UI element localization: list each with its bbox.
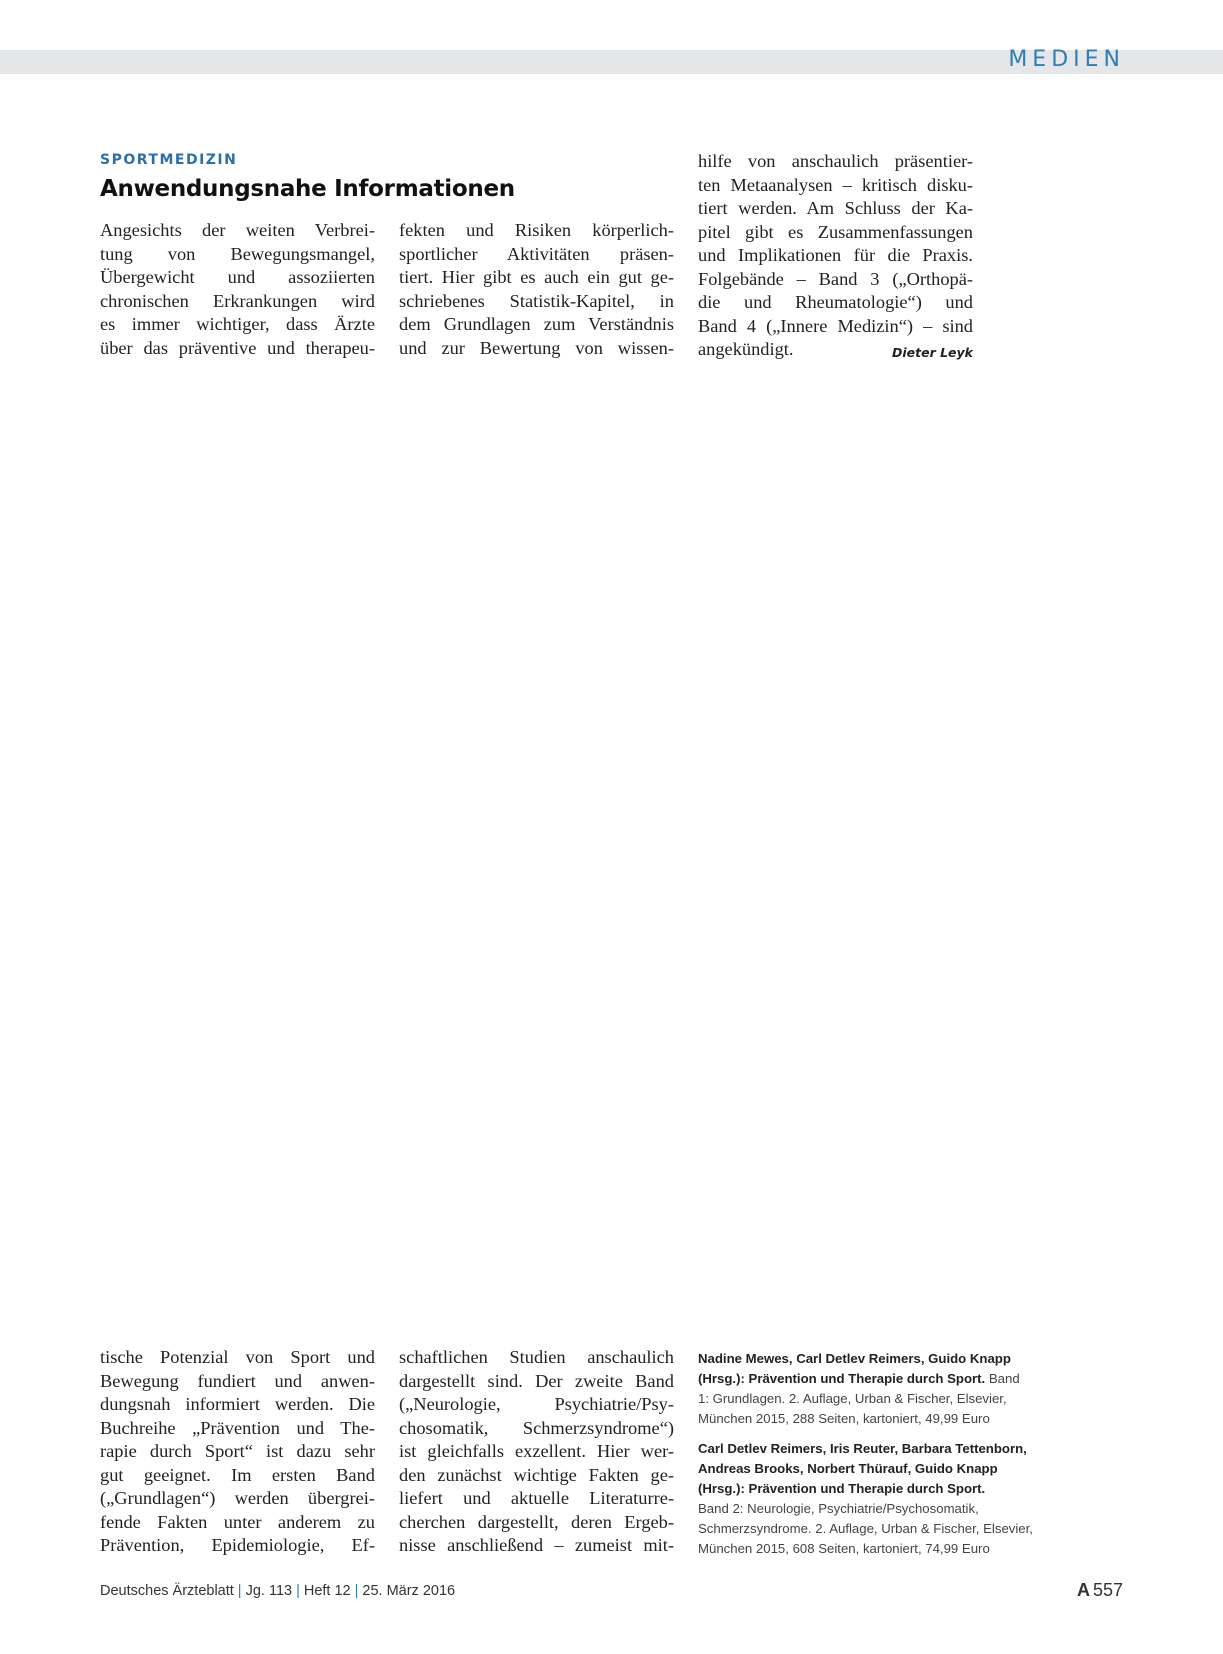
volume: Jg. 113 [245,1583,293,1599]
author-signature: Dieter Leyk [891,345,973,360]
text-line: den zunächst wichtige Fakten ge- [399,1464,674,1485]
reference-details: Band 2: Neurologie, Psychiatrie/Psychosomatik, [698,1501,979,1516]
text-line-end: angekündigt. [698,339,794,359]
text-line: und zur Bewertung von wissen- [399,337,674,358]
text-line: („Neurologie, Psychiatrie/Psy- [399,1394,674,1414]
text-line: chosomatik, Schmerzsyndrome“) [399,1417,674,1438]
page-number-value: 557 [1092,1580,1123,1600]
reference-details: München 2015, 608 Seiten, kartoniert, 74,99 Euro [698,1541,990,1556]
journal-name: Deutsches Ärzteblatt [100,1583,234,1599]
text-column-4 [100,1346,375,1558]
book-references [698,1349,1033,1569]
text-line-last [698,338,973,362]
text-line: Angesichts der weiten Verbrei- [100,220,375,240]
text-line: nisse anschließend – zumeist mit- [399,1535,674,1555]
text-column-2 [399,219,674,360]
text-line: dargestellt sind. Der zweite Band [399,1370,674,1391]
reference-details: 1: Grundlagen. 2. Auflage, Urban & Fischer, Elsevier, [698,1391,1007,1406]
text-line: rapie durch Sport“ ist dazu sehr [100,1441,375,1461]
page-prefix: A [1076,1580,1090,1600]
reference-details: Schmerzsyndrome. 2. Auflage, Urban & Fischer, Elsevier, [698,1521,1033,1536]
page-number [1077,1580,1123,1601]
text-line: die und Rheumatologie“) und [698,292,973,312]
text-line: Übergewicht und assoziierten [100,267,375,287]
text-line: pitel gibt es Zusammenfassungen [698,221,973,242]
text-line: ist gleichfalls exzellent. Hier wer- [399,1441,674,1461]
book-reference-1 [698,1349,1020,1429]
issue-date: 25. März 2016 [362,1583,456,1599]
text-line: („Grundlagen“) werden übergrei- [100,1488,375,1508]
text-line: gut geeignet. Im ersten Band [100,1464,375,1485]
reference-title: (Hrsg.): Prävention und Therapie durch Sport. [698,1481,986,1496]
text-line: schaftlichen Studien anschaulich [399,1347,674,1367]
text-line: tiert werden. Am Schluss der Ka- [698,198,973,218]
text-line: und Implikationen für die Praxis. [698,245,973,265]
book-reference-2 [698,1439,1033,1559]
reference-authors: Carl Detlev Reimers, Iris Reuter, Barbara Tettenborn, [698,1441,1027,1456]
text-line: chronischen Erkrankungen wird [100,290,375,311]
reference-authors: Andreas Brooks, Norbert Thürauf, Guido Knapp [698,1461,998,1476]
text-line: fende Fakten unter anderem zu [100,1511,375,1532]
text-line: sportlicher Aktivitäten präsen- [399,243,674,264]
text-line: fekten und Risiken körperlich- [399,220,674,240]
separator: | [296,1583,300,1599]
text-column-3 [698,150,973,365]
text-line: tung von Bewegungsmangel, [100,243,375,264]
text-line: Prävention, Epidemiologie, Ef- [100,1535,375,1555]
separator: | [354,1583,359,1599]
separator: | [237,1583,242,1599]
article-headline: Anwendungsnahe Informationen [100,176,515,202]
text-line: liefert und aktuelle Literaturre- [399,1488,674,1508]
text-line: schriebenes Statistik-Kapitel, in [399,290,674,311]
reference-title: (Hrsg.): Prävention und Therapie durch Sport. [698,1371,986,1386]
reference-authors: Nadine Mewes, Carl Detlev Reimers, Guido Knapp [698,1351,1011,1366]
footer-citation [100,1583,455,1599]
text-line: tiert. Hier gibt es auch ein gut ge- [399,267,674,287]
text-line: Bewegung fundiert und anwen- [100,1370,375,1391]
issue: Heft 12 [303,1583,351,1599]
reference-details: München 2015, 288 Seiten, kartoniert, 49,99 Euro [698,1411,990,1426]
text-line: Buchreihe „Prävention und The- [100,1417,375,1438]
text-line: Band 4 („Innere Medizin“) – sind [698,315,973,336]
text-line: tische Potenzial von Sport und [100,1347,375,1367]
reference-details: Band [985,1371,1020,1386]
article-kicker: SPORTMEDIZIN [100,152,238,168]
text-line: ten Metaanalysen – kritisch disku- [698,174,973,195]
text-line: hilfe von anschaulich präsentier- [698,151,973,171]
text-line: über das präventive und therapeu- [100,337,375,358]
text-column-1 [100,219,375,360]
text-line: es immer wichtiger, dass Ärzte [100,314,375,334]
text-line: Folgebände – Band 3 („Orthopä- [698,268,973,289]
text-line: dungsnah informiert werden. Die [100,1394,375,1414]
text-column-5 [399,1346,674,1558]
text-line: cherchen dargestellt, deren Ergeb- [399,1511,674,1532]
section-label: MEDIEN [1008,47,1125,72]
text-line: dem Grundlagen zum Verständnis [399,314,674,334]
